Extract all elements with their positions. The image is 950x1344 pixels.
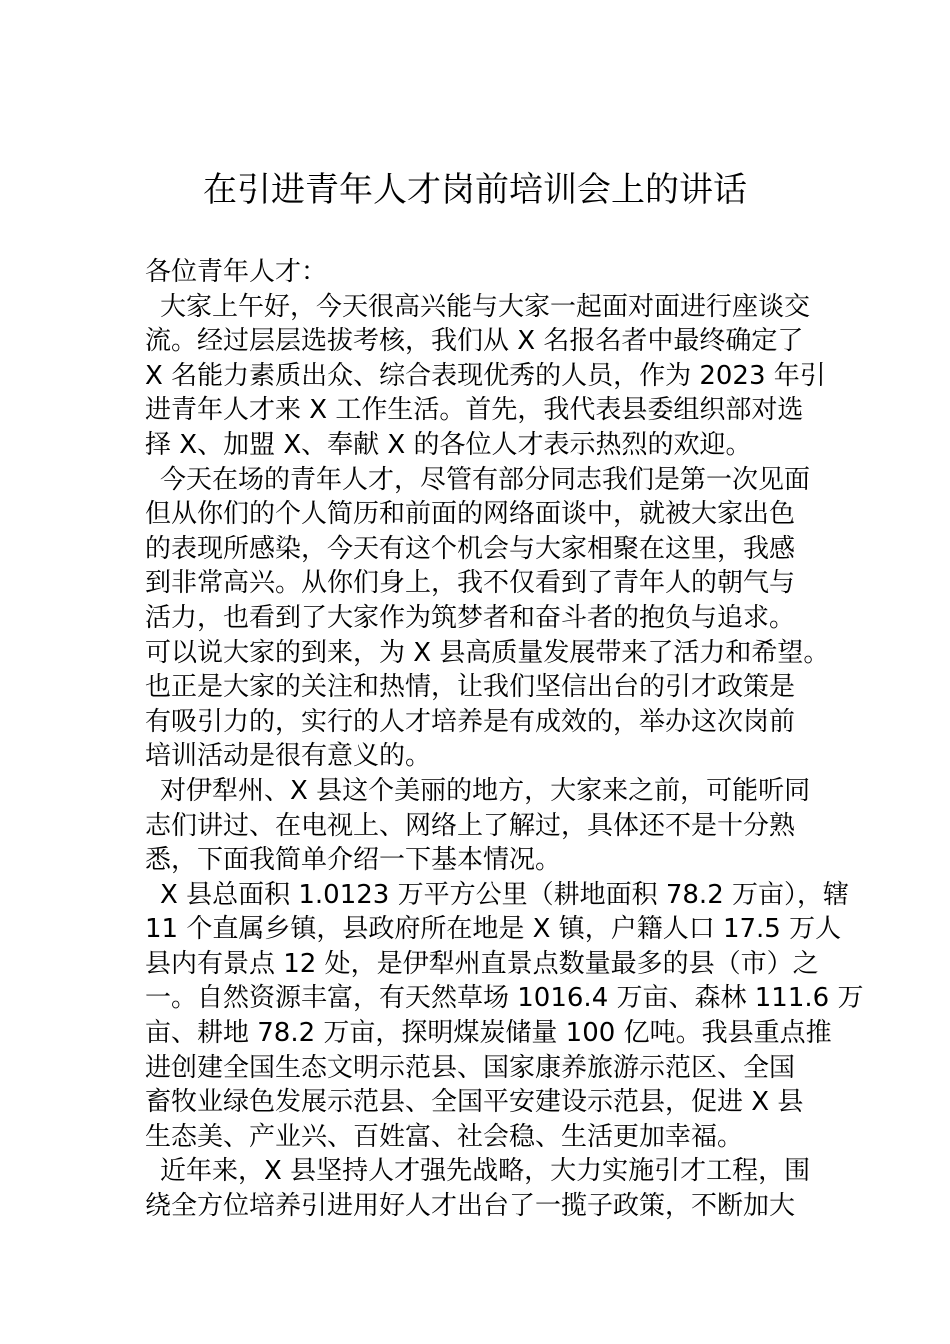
document-title: 在引进青年人才岗前培训会上的讲话 <box>203 170 747 210</box>
paragraph-line: 的表现所感染，今天有这个机会与大家相聚在这里，我感 <box>145 533 796 564</box>
paragraph-line: 县内有景点 12 处，是伊犁州直景点数量最多的县（市）之 <box>145 948 819 979</box>
paragraph-line: 生态美、产业兴、百姓富、社会稳、生活更加幸福。 <box>145 1121 744 1152</box>
paragraph-line: 一。自然资源丰富，有天然草场 1016.4 万亩、森林 111.6 万 <box>145 983 864 1014</box>
paragraph-line: X 名能力素质出众、综合表现优秀的人员，作为 2023 年引 <box>145 360 826 391</box>
paragraph-line: 培训活动是很有意义的。 <box>145 741 432 772</box>
paragraph-line: 对伊犁州、X 县这个美丽的地方，大家来之前，可能听同 <box>160 775 811 806</box>
paragraph-line: 有吸引力的，实行的人才培养是有成效的，举办这次岗前 <box>145 706 796 737</box>
paragraph-line: 进青年人才来 X 工作生活。首先，我代表县委组织部对选 <box>145 395 804 426</box>
paragraph-line: 悉，下面我简单介绍一下基本情况。 <box>145 845 562 876</box>
paragraph-line: 近年来，X 县坚持人才强先战略，大力实施引才工程，围 <box>160 1156 811 1187</box>
paragraph-line: 今天在场的青年人才，尽管有部分同志我们是第一次见面 <box>160 464 811 495</box>
paragraph-line: 到非常高兴。从你们身上，我不仅看到了青年人的朝气与 <box>145 568 796 599</box>
paragraph-line: 择 X、加盟 X、奉献 X 的各位人才表示热烈的欢迎。 <box>145 429 752 460</box>
paragraph-line: 流。经过层层选拔考核，我们从 X 名报名者中最终确定了 <box>145 326 804 357</box>
paragraph-line: 畜牧业绿色发展示范县、全国平安建设示范县，促进 X 县 <box>145 1087 804 1118</box>
paragraph-line: 大家上午好，今天很高兴能与大家一起面对面进行座谈交 <box>160 291 811 322</box>
paragraph-line: 可以说大家的到来，为 X 县高质量发展带来了活力和希望。 <box>145 637 830 668</box>
paragraph-line: 进创建全国生态文明示范县、国家康养旅游示范区、全国 <box>145 1052 796 1083</box>
paragraph-line: 志们讲过、在电视上、网络上了解过，具体还不是十分熟 <box>145 810 796 841</box>
paragraph-line: 活力，也看到了大家作为筑梦者和奋斗者的抱负与追求。 <box>145 602 796 633</box>
paragraph-line: 绕全方位培养引进用好人才出台了一揽子政策，不断加大 <box>145 1191 796 1222</box>
document-body <box>145 255 864 1224</box>
salutation-line: 各位青年人才： <box>145 257 328 287</box>
paragraph-line: X 县总面积 1.0123 万平方公里（耕地面积 78.2 万亩），辖 <box>160 879 850 910</box>
paragraph-line: 也正是大家的关注和热情，让我们坚信出台的引才政策是 <box>145 672 796 703</box>
paragraph-line: 11 个直属乡镇，县政府所在地是 X 镇，户籍人口 17.5 万人 <box>145 914 842 945</box>
paragraph-line: 亩、耕地 78.2 万亩，探明煤炭储量 100 亿吨。我县重点推 <box>145 1018 832 1049</box>
paragraph-line: 但从你们的个人简历和前面的网络面谈中，就被大家出色 <box>145 499 796 530</box>
